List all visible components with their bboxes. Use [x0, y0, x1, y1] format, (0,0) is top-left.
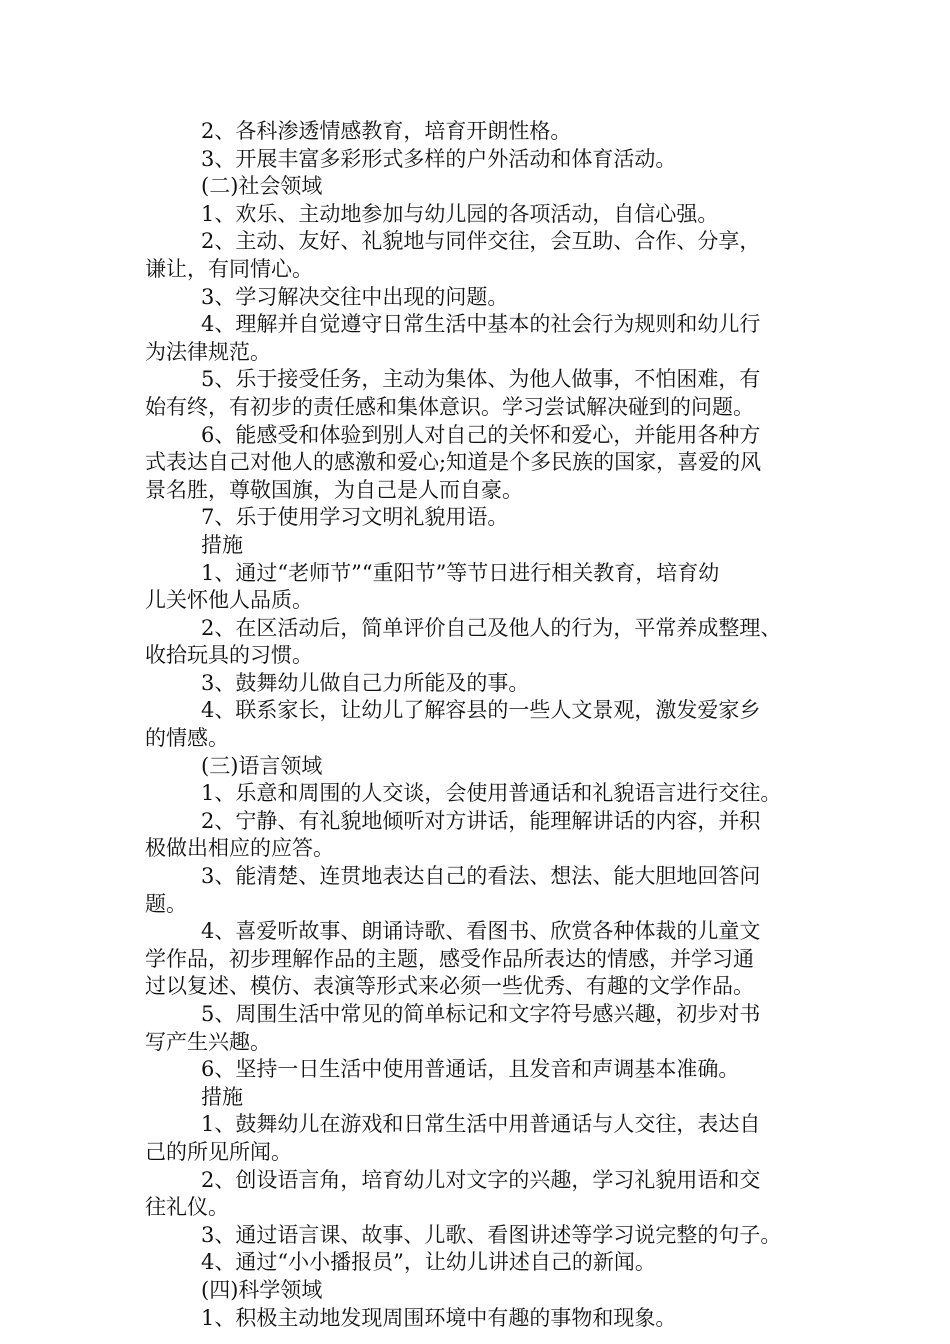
text-line: 极做出相应的应答。 [145, 836, 334, 861]
text-line: 始有终，有初步的责任感和集体意识。学习尝试解决碰到的问题。 [145, 394, 754, 419]
text-line: 2、主动、友好、礼貌地与同伴交往，会互助、合作、分享， [201, 229, 761, 254]
text-line: 学作品，初步理解作品的主题，感受作品所表达的情感，并学习通 [145, 946, 754, 971]
text-line: 7、乐于使用学习文明礼貌用语。 [201, 505, 509, 530]
text-line: 1、鼓舞幼儿在游戏和日常生活中用普通话与人交往，表达自 [201, 1112, 761, 1137]
text-line: 4、联系家长，让幼儿了解容县的一些人文景观，激发爱家乡 [201, 698, 761, 723]
text-line: 3、开展丰富多彩形式多样的户外活动和体育活动。 [201, 146, 677, 171]
text-line: 4、通过“小小播报员”，让幼儿讲述自己的新闻。 [201, 1250, 656, 1275]
text-line: 儿关怀他人品质。 [145, 588, 313, 613]
text-line: 5、周围生活中常见的简单标记和文字符号感兴趣，初步对书 [201, 1002, 761, 1026]
text-line: 题。 [145, 891, 187, 916]
text-line: 往礼仪。 [145, 1195, 229, 1220]
text-line: 措施 [201, 532, 243, 557]
text-line: 3、能清楚、连贯地表达自己的看法、想法、能大胆地回答问 [201, 864, 761, 889]
text-line: 式表达自己对他人的感激和爱心;知道是个多民族的国家，喜爱的风 [145, 450, 762, 475]
text-line: 1、欢乐、主动地参加与幼儿园的各项活动，自信心强。 [201, 201, 719, 226]
text-line: 己的所见所闻。 [145, 1139, 292, 1164]
text-line: 收拾玩具的习惯。 [145, 643, 313, 668]
text-line: 写产生兴趣。 [145, 1029, 271, 1054]
text-line: 1、乐意和周围的人交谈，会使用普通话和礼貌语言进行交往。 [201, 781, 782, 806]
text-line: 2、各科渗透情感教育，培育开朗性格。 [201, 119, 572, 143]
text-line: 6、能感受和体验到别人对自己的关怀和爱心，并能用各种方 [201, 422, 761, 447]
text-line: 1、通过“老师节”“重阳节”等节日进行相关教育，培育幼 [201, 560, 720, 585]
text-line: (四)科学领域 [201, 1277, 323, 1302]
text-line: 2、在区活动后，简单评价自己及他人的行为，平常养成整理、 [201, 615, 782, 640]
text-line: 措施 [201, 1084, 243, 1109]
document-body [145, 118, 825, 1332]
text-line: 1、积极主动地发现周围环境中有趣的事物和现象。 [201, 1305, 677, 1330]
text-line: 为法律规范。 [145, 339, 271, 364]
text-line: 3、学习解决交往中出现的问题。 [201, 284, 509, 309]
text-line: 过以复述、模仿、表演等形式来必须一些优秀、有趣的文学作品。 [145, 974, 754, 999]
text-line: 景名胜，尊敬国旗，为自己是人而自豪。 [145, 477, 523, 502]
text-line: (三)语言领域 [201, 753, 323, 778]
text-line: 5、乐于接受任务，主动为集体、为他人做事，不怕困难，有 [201, 367, 761, 392]
text-line: (二)社会领域 [201, 174, 323, 199]
text-line: 谦让，有同情心。 [145, 256, 313, 281]
text-line: 4、喜爱听故事、朗诵诗歌、看图书、欣赏各种体裁的儿童文 [201, 919, 761, 944]
text-line: 6、坚持一日生活中使用普通话，且发音和声调基本准确。 [201, 1057, 740, 1082]
text-line: 3、鼓舞幼儿做自己力所能及的事。 [201, 670, 530, 695]
text-line: 4、理解并自觉遵守日常生活中基本的社会行为规则和幼儿行 [201, 312, 761, 337]
text-line: 2、宁静、有礼貌地倾听对方讲话，能理解讲话的内容，并积 [201, 808, 761, 833]
text-line: 的情感。 [145, 726, 229, 751]
text-line: 3、通过语言课、故事、儿歌、看图讲述等学习说完整的句子。 [201, 1222, 782, 1247]
text-line: 2、创设语言角，培育幼儿对文字的兴趣，学习礼貌用语和交 [201, 1167, 761, 1192]
